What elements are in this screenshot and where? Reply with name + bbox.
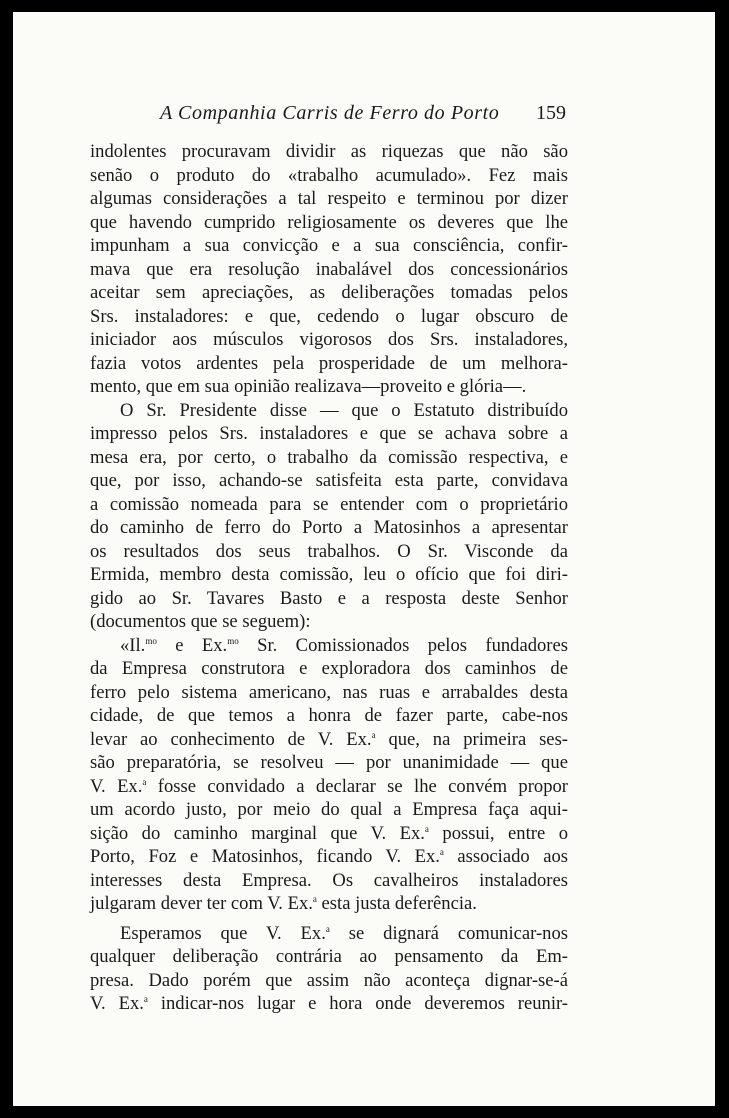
text-line: O Sr. Presidente disse — que o Estatuto distribuído <box>120 399 568 421</box>
body-text <box>90 140 568 1016</box>
text-line <box>90 728 568 752</box>
text-line: mesa era, por certo, o trabalho da comissão respectiva, e <box>90 446 568 468</box>
text-line: que havendo cumprido religiosamente os deveres que lhe <box>90 211 568 233</box>
text-line <box>90 634 568 658</box>
text-line <box>90 892 568 916</box>
text-fragment: esta justa deferência. <box>321 893 477 914</box>
text-line: algumas considerações a tal respeito e terminou por dizer <box>90 188 568 209</box>
superscript: mo <box>145 635 157 646</box>
text-line: fazia votos ardentes pela prosperidade de um melhora- <box>90 352 568 374</box>
superscript: a <box>371 729 376 740</box>
text-line: qualquer deliberação contrária ao pensamento da Em- <box>90 946 568 967</box>
text-line <box>90 775 568 799</box>
book-page <box>13 12 715 1106</box>
superscript: a <box>142 776 147 787</box>
text-fragment: «Il. <box>120 634 146 656</box>
text-fragment: Porto, Foz e Matosinhos, ficando V. Ex. <box>90 846 440 867</box>
paragraph-2 <box>90 399 568 634</box>
text-line: indolentes procuravam dividir as riquezas que não são <box>90 141 568 162</box>
text-fragment: levar ao conhecimento de V. Ex. <box>90 728 372 750</box>
text-line <box>90 845 568 869</box>
running-head <box>13 100 715 130</box>
superscript: a <box>143 994 148 1004</box>
text-line: interesses desta Empresa. Os cavalheiros instaladores <box>90 869 568 891</box>
text-line: mava que era resolução inabalável dos concessionários <box>90 258 568 280</box>
text-fragment: Sr. Comissionados pelos fundadores <box>257 634 568 656</box>
text-fragment: fosse convidado a declarar se lhe convém propor <box>157 775 568 797</box>
text-fragment: possui, entre o <box>442 822 568 844</box>
text-fragment: sição do caminho marginal que V. Ex. <box>90 822 425 844</box>
text-fragment: e Ex. <box>156 634 228 656</box>
text-line: aceitar sem apreciações, as deliberações tomadas pelos <box>90 282 568 303</box>
running-title: A Companhia Carris de Ferro do Porto <box>160 102 500 124</box>
paragraph-1 <box>90 140 568 399</box>
text-line: Ermida, membro desta comissão, leu o ofício que foi diri- <box>90 564 568 585</box>
text-line: do caminho de ferro do Porto a Matosinhos a apresentar <box>90 517 568 538</box>
text-line: um acordo justo, por meio do qual a Empresa faça aqui- <box>90 799 568 820</box>
text-line <box>90 822 568 846</box>
superscript: a <box>312 894 317 904</box>
superscript: a <box>424 823 429 834</box>
text-line: (documentos que se seguem): <box>90 611 311 632</box>
text-line: cidade, de que temos a honra de fazer parte, cabe-nos <box>90 705 568 726</box>
text-line: que, por isso, achando-se satisfeita esta parte, convidava <box>90 470 568 491</box>
superscript: a <box>325 923 330 934</box>
text-line: presa. Dado porém que assim não aconteça dignar-se-á <box>90 969 568 991</box>
page-number: 159 <box>536 102 566 124</box>
text-line: a comissão nomeada para se entender com o proprietário <box>90 493 568 515</box>
paragraph-3 <box>90 634 568 916</box>
text-line: da Empresa construtora e exploradora dos caminhos de <box>90 658 568 679</box>
text-line: iniciador aos músculos vigorosos dos Srs. instaladores, <box>90 329 568 350</box>
text-line: gido ao Sr. Tavares Basto e a resposta deste Senhor <box>90 587 568 609</box>
text-line: são preparatória, se resolveu — por unanimidade — que <box>90 752 568 773</box>
text-fragment: se dignará comunicar-nos <box>348 922 568 944</box>
text-line: Srs. instaladores: e que, cedendo o lugar obscuro de <box>90 305 568 327</box>
text-line: os resultados dos seus trabalhos. O Sr. Visconde da <box>90 540 568 562</box>
superscript: a <box>439 847 444 857</box>
text-fragment: associado aos <box>457 846 568 867</box>
text-line: ferro pelo sistema americano, nas ruas e arrabaldes desta <box>90 681 568 703</box>
text-fragment: V. Ex. <box>90 993 144 1014</box>
text-line <box>90 992 568 1016</box>
text-line <box>90 922 568 946</box>
text-fragment: julgaram dever ter com V. Ex. <box>90 893 313 914</box>
paragraph-4 <box>90 922 568 1016</box>
text-fragment: V. Ex. <box>90 775 143 797</box>
text-line: mento, que em sua opinião realizava—proveito e glória—. <box>90 376 527 397</box>
text-line: senão o produto do «trabalho acumulado». Fez mais <box>90 164 568 186</box>
text-fragment: Esperamos que V. Ex. <box>120 922 326 944</box>
text-line: impunham a sua convicção e a sua consciência, confir- <box>90 235 568 256</box>
text-fragment: que, na primeira ses- <box>388 728 568 750</box>
text-line: impresso pelos Srs. instaladores e que se achava sobre a <box>90 423 568 444</box>
text-fragment: indicar-nos lugar e hora onde deveremos reunir- <box>160 993 568 1014</box>
superscript: mo <box>227 635 239 646</box>
